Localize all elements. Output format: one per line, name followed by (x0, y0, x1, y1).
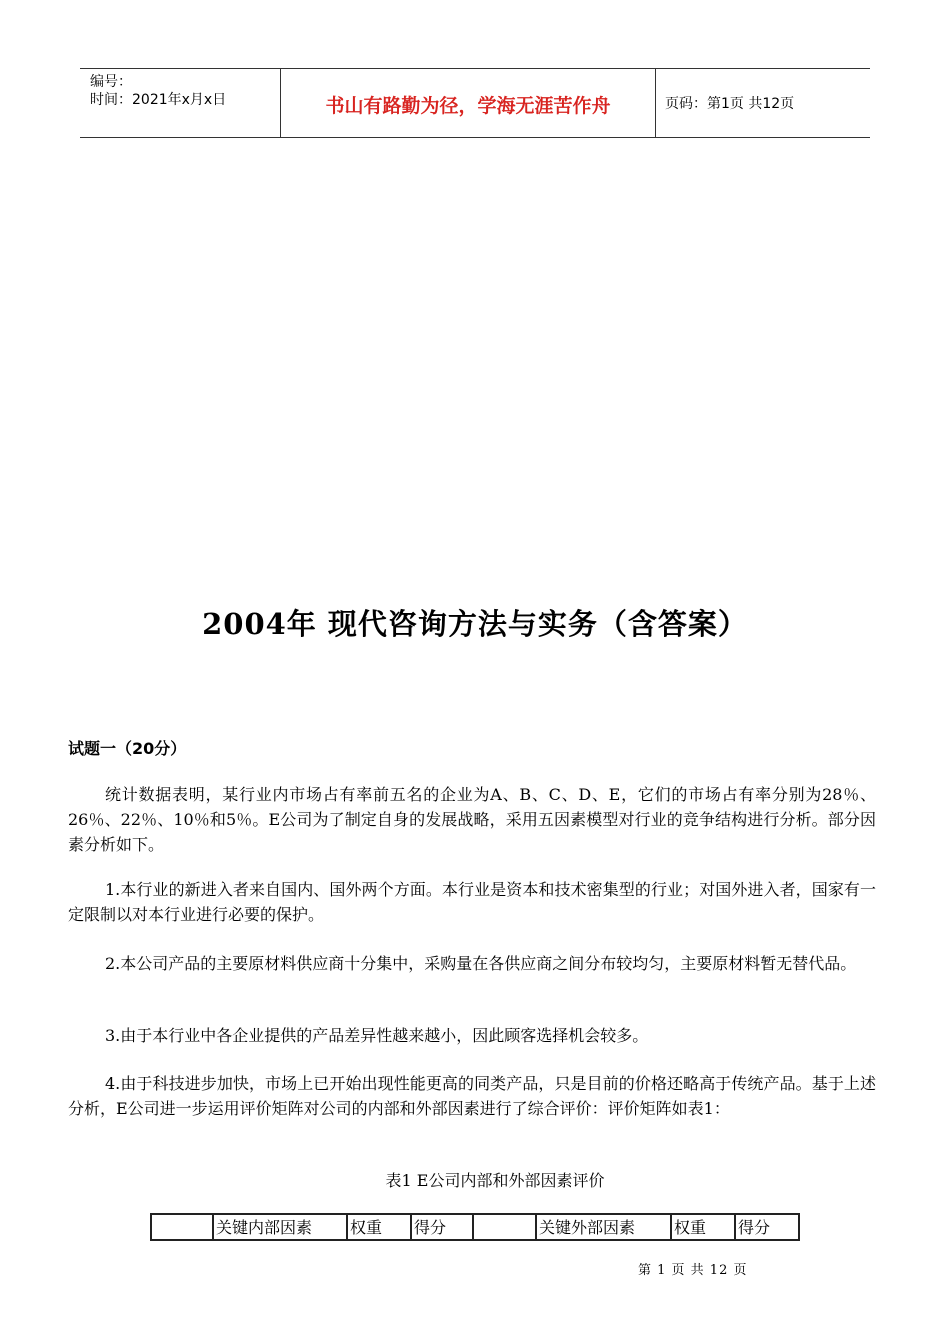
number-label: 编号： (90, 74, 132, 90)
header-page-cell (655, 69, 870, 137)
table-caption: 表1 E公司内部和外部因素评价 (385, 1171, 605, 1190)
table-header-weight: 权重 (670, 1215, 732, 1239)
header-motto-cell (280, 69, 656, 137)
table-header-internal-factors: 关键内部因素 (212, 1215, 346, 1239)
motto-text: 书山有路勤为径，学海无涯苦作舟 (325, 95, 611, 117)
table-header-score: 得分 (734, 1215, 798, 1239)
time-label: 时间：2021年x月x日 (90, 92, 227, 108)
page-info: 页码：第1页 共12页 (665, 96, 795, 112)
table-header-weight: 权重 (346, 1215, 408, 1239)
table-header-external-factors: 关键外部因素 (535, 1215, 671, 1239)
paragraph-item-1: 1.本行业的新进入者来自国内、国外两个方面。本行业是资本和技术密集型的行业；对国外进入者，国家有一定限制以对本行业进行必要的保护。 (68, 880, 876, 924)
table-header-cell (472, 1215, 534, 1239)
page-header (80, 68, 870, 138)
paragraph-item-4: 4.由于科技进步加快，市场上已开始出现性能更高的同类产品，只是目前的价格还略高于传统产品。基于上述分析，E公司进一步运用评价矩阵对公司的内部和外部因素进行了综合评价：评价矩阵如表1： (68, 1074, 876, 1118)
document-title: 2004年 现代咨询方法与实务（含答案） (202, 607, 748, 641)
table-header-cell (150, 1215, 212, 1239)
table-header-score: 得分 (410, 1215, 472, 1239)
header-meta-cell (80, 69, 280, 137)
paragraph-item-2: 2.本公司产品的主要原材料供应商十分集中，采购量在各供应商之间分布较均匀，主要原材料暂无替代品。 (105, 954, 857, 973)
question-heading: 试题一（20分） (68, 739, 187, 758)
page-footer: 第 1 页 共 12 页 (638, 1263, 748, 1278)
paragraph-intro: 统计数据表明，某行业内市场占有率前五名的企业为A、B、C、D、E，它们的市场占有率分别为28％、26％、22％、10％和5％。E公司为了制定自身的发展战略，采用五因素模型对行业的竞争结构进行分析。部分因素分析如下。 (68, 785, 876, 854)
paragraph-item-3: 3.由于本行业中各企业提供的产品差异性越来越小，因此顾客选择机会较多。 (105, 1026, 649, 1045)
evaluation-table (150, 1213, 800, 1241)
